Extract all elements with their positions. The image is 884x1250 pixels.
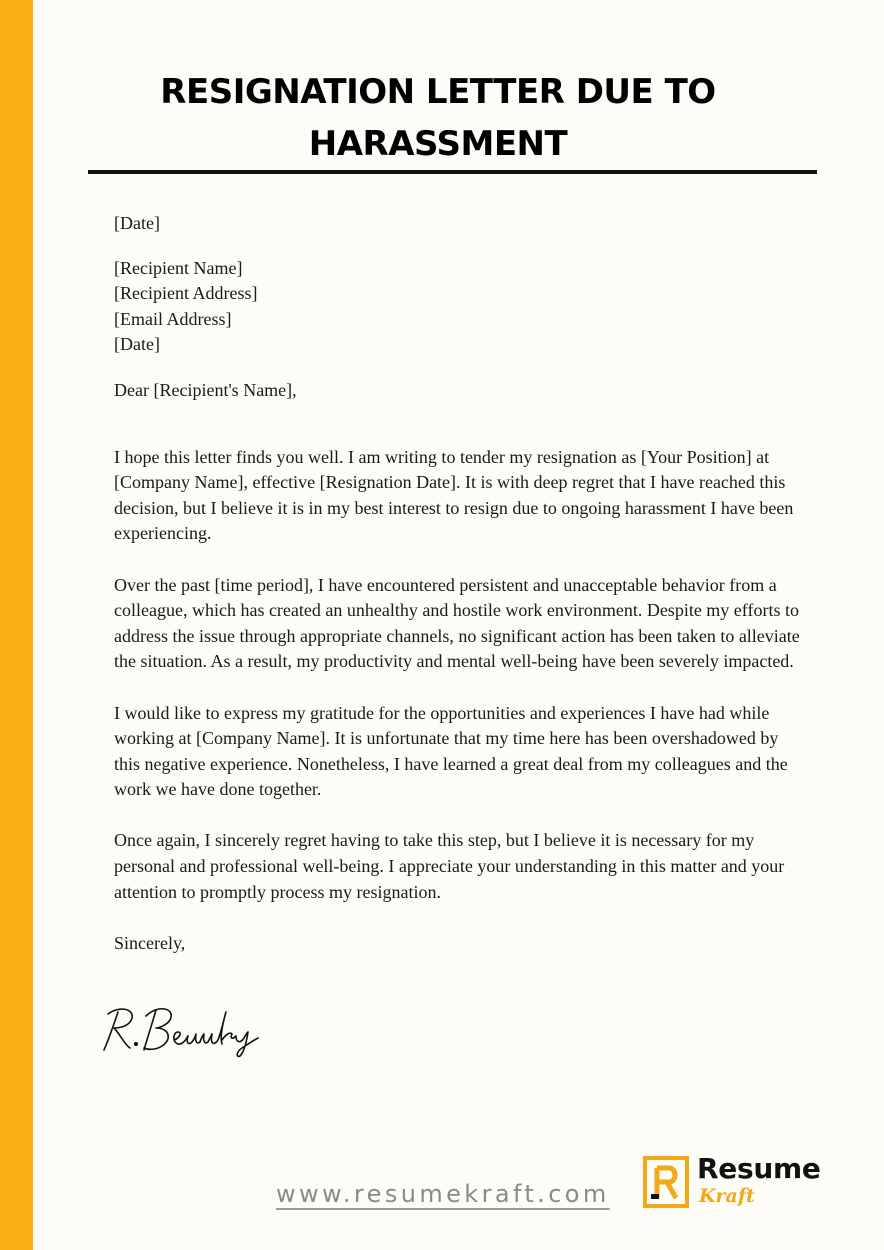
paragraph-4: Once again, I sincerely regret having to take this step, but I believe it is necessary for my personal and professional well-being. I appreciate your understanding in this matter and your attention to promptly process my resignation. <box>114 830 785 902</box>
signature-image <box>100 1000 270 1060</box>
title-divider <box>88 170 817 174</box>
logo-r-icon <box>643 1156 689 1208</box>
closing: Sincerely, <box>114 932 186 953</box>
logo-word-kraft: Kraft <box>699 1185 755 1207</box>
letter-date: [Date] <box>114 213 160 233</box>
resumekraft-logo <box>643 1154 833 1214</box>
recipient-block <box>114 256 804 358</box>
salutation: Dear [Recipient's Name], <box>114 379 297 400</box>
paragraph-3: I would like to express my gratitude for the opportunities and experiences I have had while working at [Company Name]. It is unfortunate that my time here has been overshadowed by this negative experience. Nonetheless, I have learned a great deal from my colleagues and the work we have done together. <box>114 702 788 800</box>
page-title <box>150 66 726 170</box>
letter-body <box>114 211 804 956</box>
paragraph-2: Over the past [time period], I have encountered persistent and unacceptable behavior from a colleague, which has created an unhealthy and hostile work environment. Despite my efforts to address the issue through appropriate channels, no significant action has been taken to alleviate the situation. As a result, my productivity and mental well-being have been severely impacted. <box>114 574 800 672</box>
title-line-1: RESIGNATION LETTER DUE TO <box>160 72 716 112</box>
side-accent-bar <box>0 0 33 1250</box>
paragraph-1: I hope this letter finds you well. I am writing to tender my resignation as [Your Position] at [Company Name], effective [Resignation Date]. It is with deep regret that I have reached this decision, but I believe it is in my best interest to resign due to ongoing harassment I have been experiencing. <box>114 446 794 544</box>
recipient-address: [Recipient Address] <box>114 283 258 304</box>
logo-word-resume: Resume <box>697 1152 821 1185</box>
recipient-name: [Recipient Name] <box>114 257 243 278</box>
recipient-email: [Email Address] <box>114 308 232 329</box>
recipient-date: [Date] <box>114 334 160 355</box>
footer-website-link[interactable]: www.resumekraft.com <box>276 1180 610 1208</box>
title-line-2: HARASSMENT <box>308 124 568 164</box>
